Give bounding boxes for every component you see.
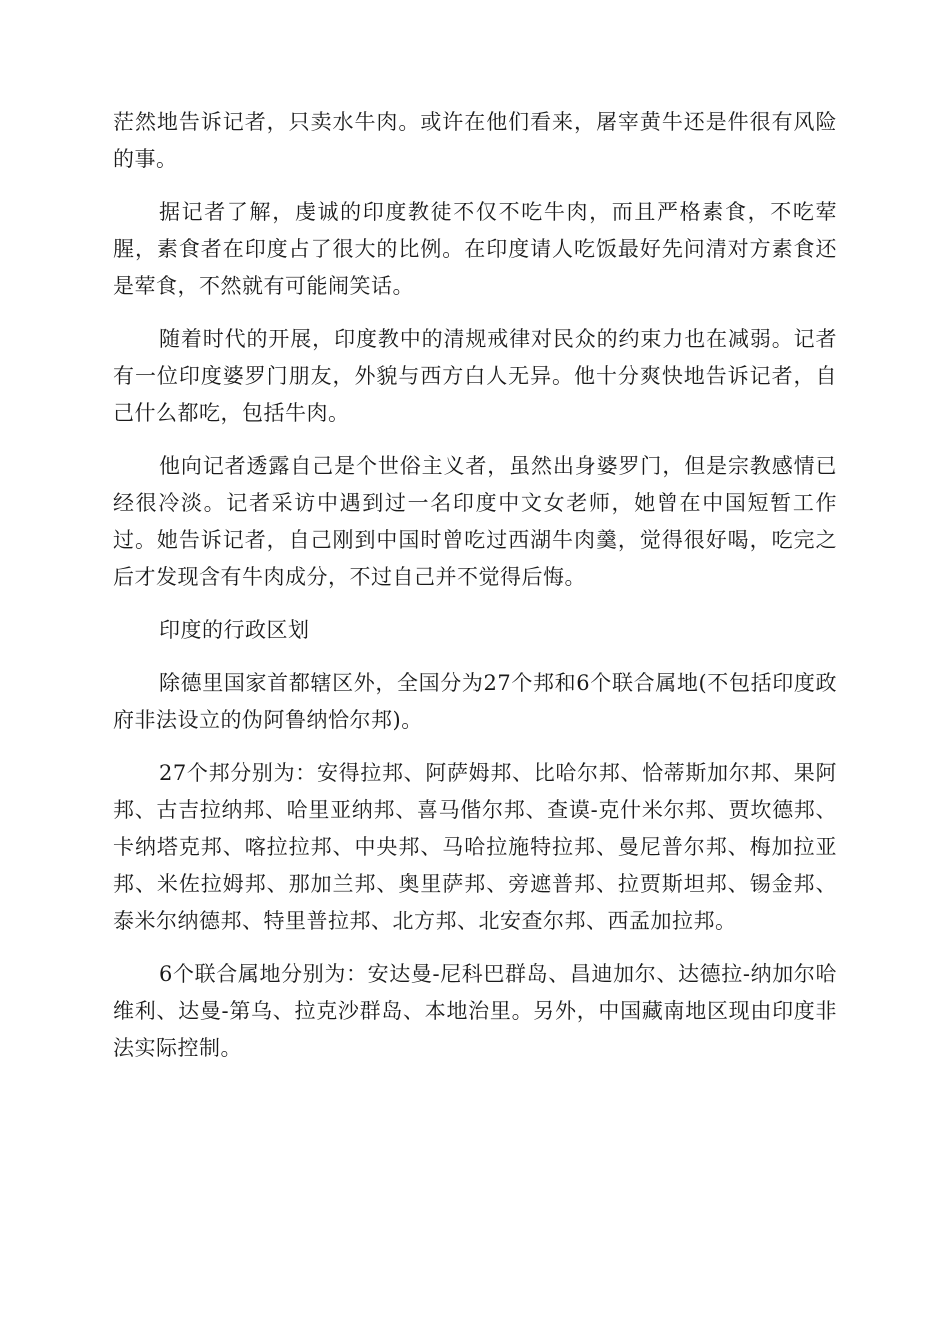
paragraph-divisions-intro: 除德里国家首都辖区外，全国分为27个邦和6个联合属地(不包括印度政府非法设立的伪阿鲁纳恰尔邦)。 (113, 671, 837, 732)
paragraph-states-list: 27个邦分别为：安得拉邦、阿萨姆邦、比哈尔邦、恰蒂斯加尔邦、果阿邦、古吉拉纳邦、哈里亚纳邦、喜马偕尔邦、查谟-克什米尔邦、贾坎德邦、卡纳塔克邦、喀拉拉邦、中央邦、马哈拉施特拉邦、曼尼普尔邦、梅加拉亚邦、米佐拉姆邦、那加兰邦、奥里萨邦、旁遮普邦、拉贾斯坦邦、锡金邦、泰米尔纳德邦、特里普拉邦、北方邦、北安查尔邦、西孟加拉邦。 (113, 761, 837, 933)
paragraph-brahmin-friend: 随着时代的开展，印度教中的清规戒律对民众的约束力也在减弱。记者有一位印度婆罗门朋友，外貌与西方白人无异。他十分爽快地告诉记者，自己什么都吃，包括牛肉。 (113, 327, 837, 425)
paragraph-continuation: 茫然地告诉记者，只卖水牛肉。或许在他们看来，屠宰黄牛还是件很有风险的事。 (113, 110, 837, 171)
section-heading: 印度的行政区划 (159, 618, 310, 642)
paragraph-union-territories: 6个联合属地分别为：安达曼-尼科巴群岛、昌迪加尔、达德拉-纳加尔哈维利、达曼-第乌、拉克沙群岛、本地治里。另外，中国藏南地区现由印度非法实际控制。 (113, 962, 837, 1060)
paragraph-teacher: 他向记者透露自己是个世俗主义者，虽然出身婆罗门，但是宗教感情已经很冷淡。记者采访中遇到过一名印度中文女老师，她曾在中国短暂工作过。她告诉记者，自己刚到中国时曾吃过西湖牛肉羹，觉得很好喝，吃完之后才发现含有牛肉成分，不过自己并不觉得后悔。 (113, 454, 837, 589)
paragraph-vegetarian: 据记者了解，虔诚的印度教徒不仅不吃牛肉，而且严格素食，不吃荤腥，素食者在印度占了很大的比例。在印度请人吃饭最好先问清对方素食还是荤食，不然就有可能闹笑话。 (113, 200, 837, 298)
document-body (113, 104, 837, 1083)
